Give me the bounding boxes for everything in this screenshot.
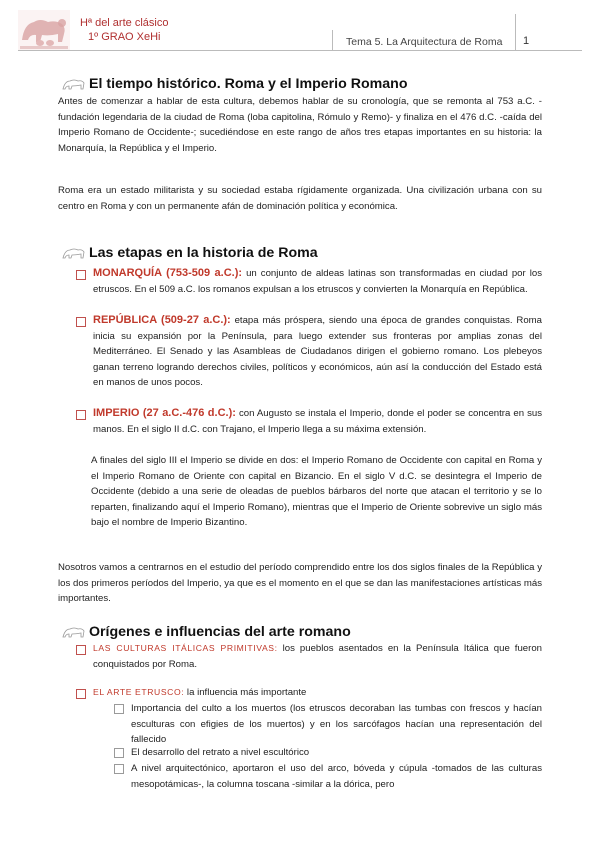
checkbox-icon — [76, 410, 86, 420]
paragraph-study-period: Nosotros vamos a centrarnos en el estudio del período comprendido entre los dos siglos finales de la República y los dos primeros períodos del Imperio, ya que es el momento en el que se dan las manifestaciones artísticas más importantes. — [58, 562, 542, 604]
item-text: los pueblos asentados en la Península Itálica que fueron conquistados por Roma. — [93, 643, 542, 670]
she-wolf-icon — [62, 246, 86, 260]
she-wolf-icon — [62, 77, 86, 91]
course-label — [80, 16, 168, 44]
item-title: REPÚBLICA (509-27 a.C.): — [93, 314, 231, 326]
list-item-arte-etrusco — [76, 685, 542, 701]
checkbox-icon — [114, 748, 124, 758]
sublist-item — [114, 745, 542, 761]
sublist-text: Importancia del culto a los muertos (los etruscos decoraban las tumbas con frescos y hacían esculturas con efigies de los muertos) y en los sarcófagos hacían una representación del fallecido — [131, 703, 542, 745]
she-wolf-icon — [62, 625, 86, 639]
section-heading-1 — [62, 76, 408, 92]
paragraph-imperio-division: A finales del siglo III el Imperio se divide en dos: el Imperio Romano de Occidente con capital en Roma y el Imperio Romano de Oriente con capital en Bizancio. En el siglo V d.C. se desintegra el Imperio de Occidente (debido a una serie de oleadas de pueblos bárbaros del norte que atacan el territorio y se lo reparten, finalizando aquí el Imperio Romano), mientras que el Imperio de Oriente sobrevive un siglo más bajo el nombre de Imperio Bizantino. — [91, 455, 542, 528]
page-number: 1 — [523, 35, 530, 47]
she-wolf-logo — [18, 10, 70, 50]
item-text: con Augusto se instala el Imperio, donde el poder se concentra en sus manos. En el siglo II d.C. con Trajano, el Imperio llega a su máxima extensión. — [93, 408, 542, 435]
checkbox-icon — [76, 317, 86, 327]
sublist-item — [114, 701, 542, 748]
list-item-culturas-italicas — [76, 641, 542, 672]
header-rule — [18, 50, 582, 51]
item-title: EL ARTE ETRUSCO: — [93, 687, 185, 697]
list-item-monarquia — [76, 266, 542, 297]
course-line-2: 1º GRAO XeHi — [88, 31, 161, 43]
checkbox-icon — [114, 704, 124, 714]
list-item-imperio — [76, 406, 542, 437]
item-title: LAS CULTURAS ITÁLICAS PRIMITIVAS: — [93, 643, 278, 653]
checkbox-icon — [76, 645, 86, 655]
item-title: IMPERIO (27 a.C.-476 d.C.): — [93, 407, 236, 419]
item-text: etapa más próspera, siendo una época de grandes conquistas. Roma inicia su expansión por la Península, para luego extender sus fronteras por amplias zonas del Mediterráneo. El Senado y las Asambleas de Ciudadanos dirigen el gobierno romano. Los plebeyos ganan terreno logrando derechos civiles, políticos y económicos, aún así la conducción del Estado está en manos de unos pocos. — [93, 315, 542, 388]
checkbox-icon — [76, 689, 86, 699]
course-line-1: Hª del arte clásico — [80, 17, 169, 29]
heading-text: El tiempo histórico. Roma y el Imperio Romano — [89, 76, 408, 92]
item-text: la influencia más importante — [184, 687, 307, 698]
sublist-item — [114, 761, 542, 792]
sublist-text: El desarrollo del retrato a nivel escultórico — [131, 747, 310, 758]
header-divider — [332, 30, 333, 50]
item-text: un conjunto de aldeas latinas son transformadas en ciudad por los etruscos. En el 509 a.C. los romanos expulsan a los etruscos y convierten la Monarquía en República. — [93, 268, 542, 295]
header-divider-right — [515, 14, 516, 50]
heading-text: Orígenes e influencias del arte romano — [89, 624, 351, 640]
section-heading-3 — [62, 624, 351, 640]
paragraph-chronology: Antes de comenzar a hablar de esta cultura, debemos hablar de su cronología, que se remonta al 753 a.C. -fundación legendaria de la ciudad de Roma (loba capitolina, Rómulo y Remo)- y finaliza en el 476 d.C. -caída del Imperio Romano de Occidente-; sucediéndose en este rango de años tres etapas importantes en su historia: la Monarquía, la República y el Imperio. — [58, 96, 542, 154]
section-heading-2 — [62, 245, 318, 261]
doc-title: Tema 5. La Arquitectura de Roma — [346, 36, 503, 48]
heading-text: Las etapas en la historia de Roma — [89, 245, 318, 261]
checkbox-icon — [76, 270, 86, 280]
checkbox-icon — [114, 764, 124, 774]
item-title: MONARQUÍA (753-509 a.C.): — [93, 267, 243, 279]
list-item-republica — [76, 313, 542, 391]
sublist-text: A nivel arquitectónico, aportaron el uso del arco, bóveda y cúpula -tomados de las culturas mesopotámicas-, la columna toscana -similar a la dórica, pero — [131, 763, 542, 790]
paragraph-society: Roma era un estado militarista y su sociedad estaba rígidamente organizada. Una civilización urbana con su centro en Roma y con un permanente afán de dominación política y económica. — [58, 185, 542, 212]
